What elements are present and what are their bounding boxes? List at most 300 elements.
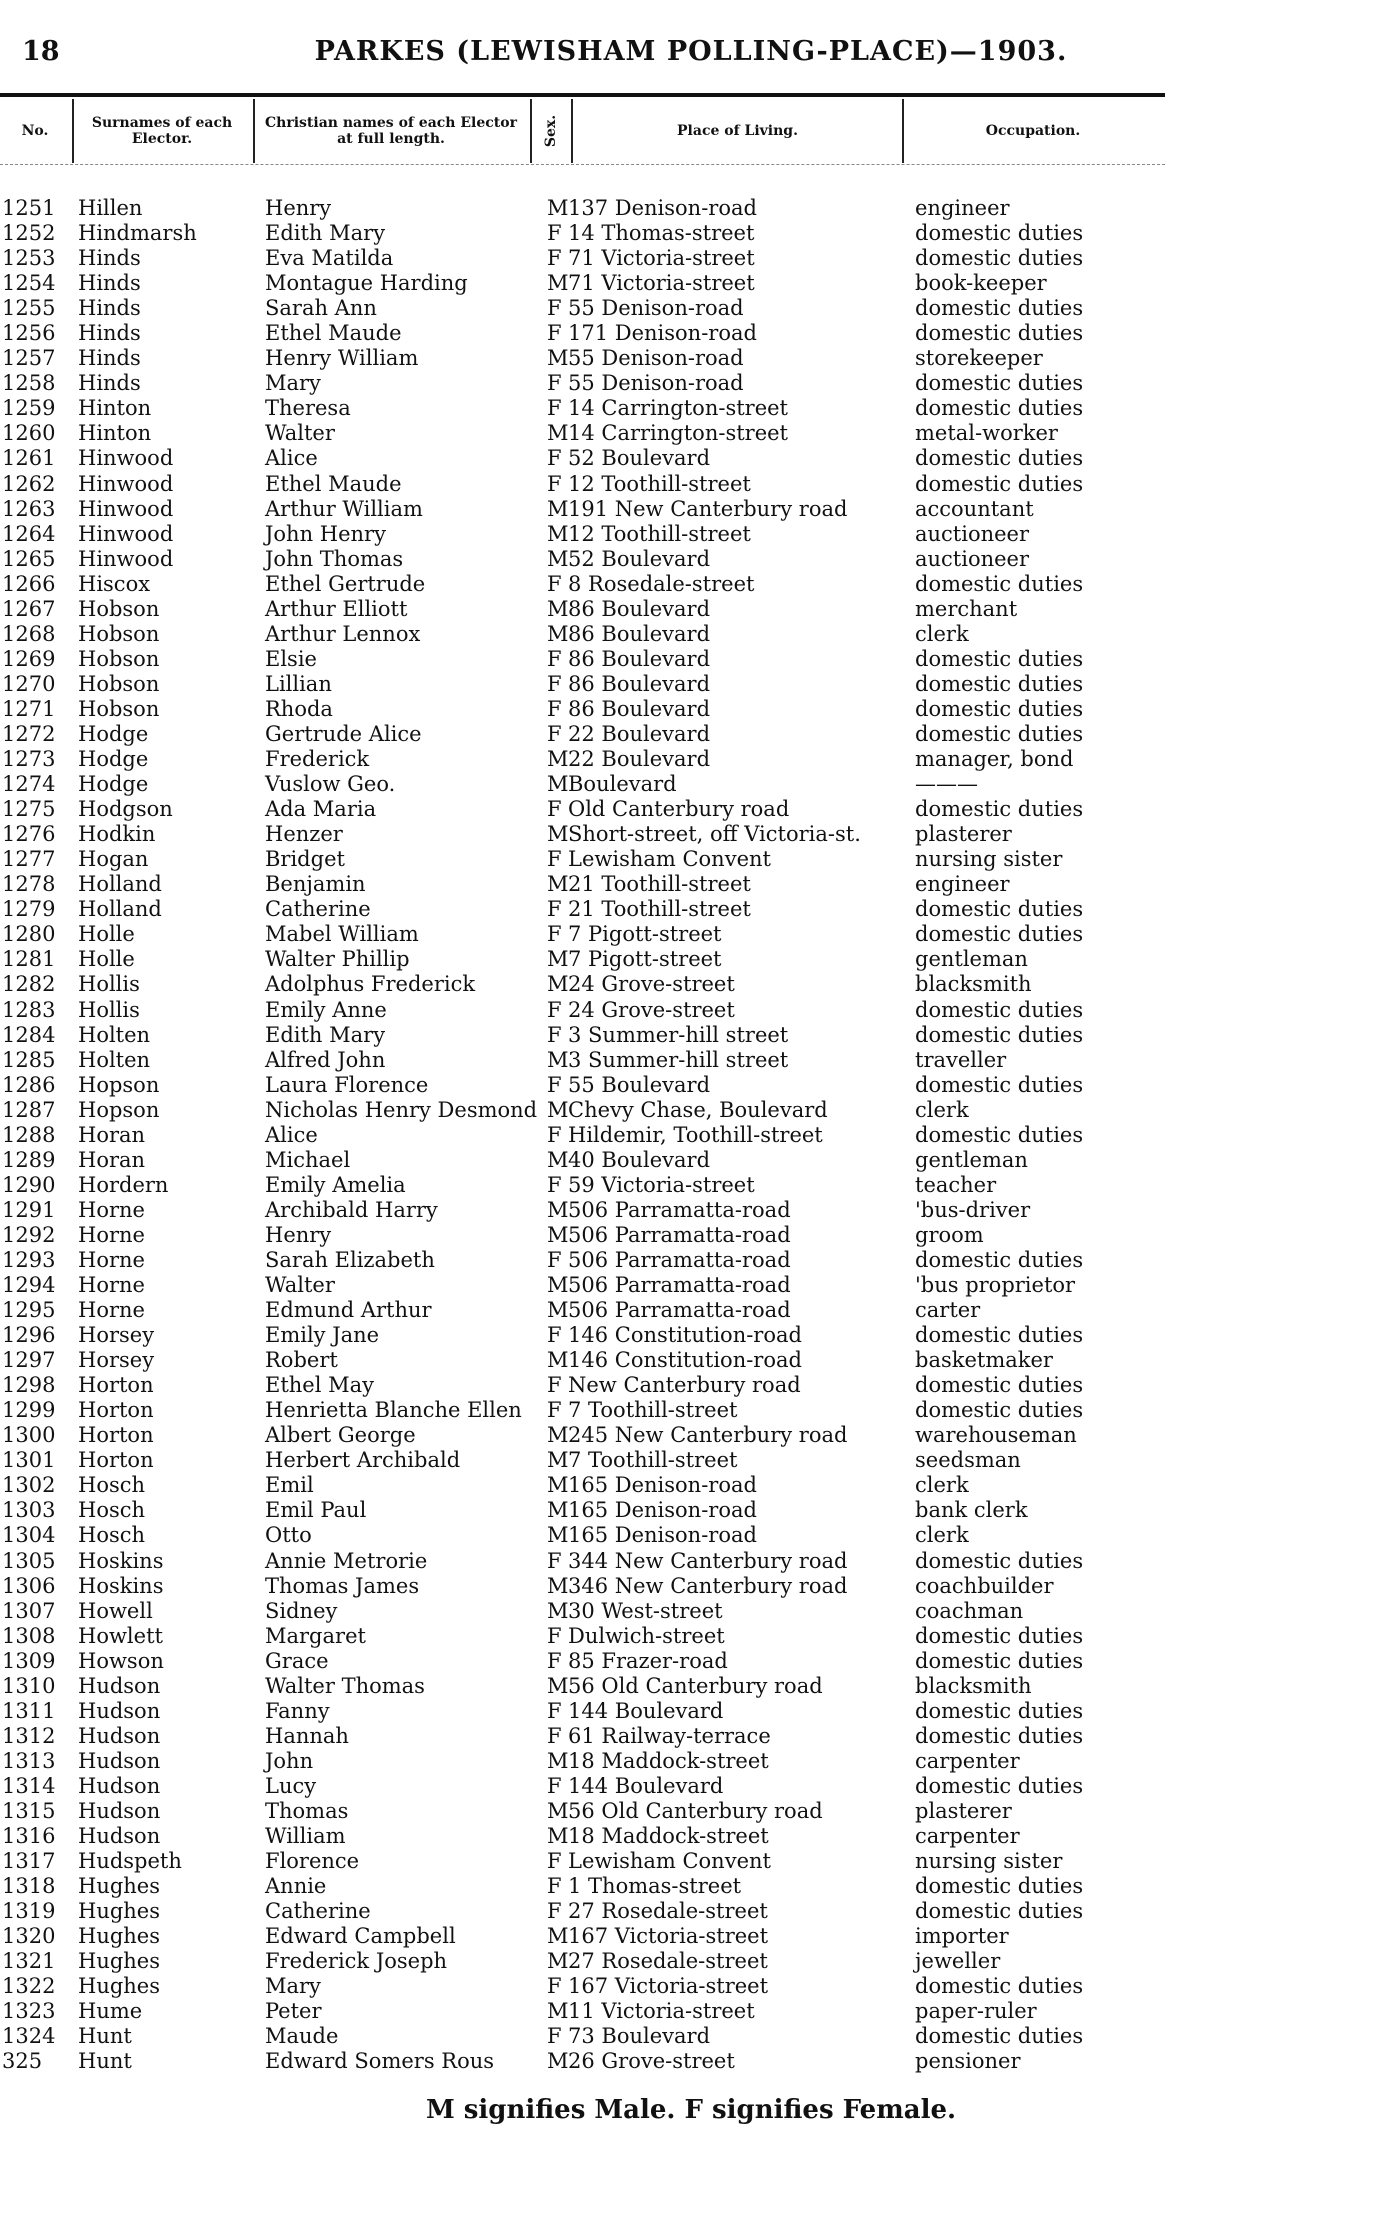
elector-number: 1298 [2, 1373, 56, 1398]
table-row [0, 1048, 1165, 1073]
table-row [0, 271, 1165, 296]
elector-number: 1294 [2, 1273, 56, 1298]
elector-surname: Hinwood [78, 521, 174, 546]
column-divider [902, 99, 904, 163]
elector-occupation: carpenter [915, 1748, 1020, 1773]
elector-surname: Hinwood [78, 496, 174, 521]
table-row [0, 972, 1165, 997]
elector-place-of-living: 506 Parramatta-road [568, 1222, 791, 1247]
table-row [0, 1023, 1165, 1048]
elector-surname: Hinwood [78, 446, 174, 471]
elector-occupation: domestic duties [915, 997, 1084, 1022]
elector-number: 1302 [2, 1473, 56, 1498]
elector-number: 1265 [2, 546, 56, 571]
elector-surname: Hinds [78, 371, 141, 396]
elector-sex: M [547, 947, 569, 972]
table-row [0, 1098, 1165, 1123]
elector-christian-names: Emil [265, 1473, 314, 1498]
elector-christian-names: Eva Matilda [265, 246, 394, 271]
elector-christian-names: Laura Florence [265, 1072, 429, 1097]
table-row [0, 2049, 1165, 2074]
table-row [0, 1949, 1165, 1974]
elector-christian-names: Henrietta Blanche Ellen [265, 1398, 522, 1423]
table-row [0, 1824, 1165, 1849]
column-header-no: No. [21, 123, 49, 139]
table-row [0, 1624, 1165, 1649]
elector-place-of-living: 86 Boulevard [568, 621, 711, 646]
table-row [0, 246, 1165, 271]
elector-place-of-living: 144 Boulevard [568, 1773, 724, 1798]
column-headers [0, 99, 1165, 163]
elector-surname: Horsey [78, 1348, 155, 1373]
elector-occupation: domestic duties [915, 471, 1084, 496]
elector-surname: Hinton [78, 421, 152, 446]
elector-christian-names: Annie [265, 1874, 327, 1899]
elector-christian-names: Emily Jane [265, 1323, 380, 1348]
elector-number: 1291 [2, 1197, 56, 1222]
elector-place-of-living: 61 Railway-terrace [568, 1723, 771, 1748]
elector-surname: Hudson [78, 1723, 161, 1748]
elector-surname: Horton [78, 1398, 154, 1423]
elector-number: 1282 [2, 972, 56, 997]
elector-christian-names: Catherine [265, 897, 371, 922]
elector-place-of-living: 40 Boulevard [568, 1147, 711, 1172]
table-row [0, 922, 1165, 947]
elector-sex: F [547, 696, 562, 721]
table-row [0, 647, 1165, 672]
elector-place-of-living: 55 Denison-road [568, 371, 744, 396]
elector-surname: Hindmarsh [78, 221, 197, 246]
table-row [0, 822, 1165, 847]
elector-surname: Howson [78, 1648, 164, 1673]
elector-sex: M [547, 1448, 569, 1473]
elector-surname: Hoskins [78, 1548, 164, 1573]
elector-christian-names: Emily Anne [265, 997, 387, 1022]
elector-surname: Hillen [78, 196, 143, 220]
elector-number: 1266 [2, 571, 56, 596]
table-row [0, 1398, 1165, 1423]
elector-sex: M [547, 1298, 569, 1323]
elector-surname: Hiscox [78, 571, 151, 596]
elector-occupation: 'bus-driver [915, 1197, 1031, 1222]
table-row [0, 396, 1165, 421]
table-row [0, 872, 1165, 897]
elector-occupation: domestic duties [915, 296, 1084, 321]
elector-occupation: domestic duties [915, 1022, 1084, 1047]
elector-place-of-living: 165 Denison-road [568, 1523, 757, 1548]
elector-surname: Horton [78, 1448, 154, 1473]
elector-number: 1272 [2, 721, 56, 746]
elector-place-of-living: 85 Frazer-road [568, 1648, 728, 1673]
elector-christian-names: Henry [265, 1222, 332, 1247]
elector-place-of-living: New Canterbury road [568, 1373, 801, 1398]
elector-occupation: book-keeper [915, 271, 1047, 296]
header-bottom-rule [0, 164, 1165, 165]
elector-place-of-living: 26 Grove-street [568, 2049, 735, 2074]
elector-occupation: auctioneer [915, 521, 1030, 546]
elector-place-of-living: 8 Rosedale-street [568, 571, 755, 596]
elector-number: 1303 [2, 1498, 56, 1523]
elector-christian-names: Archibald Harry [265, 1197, 438, 1222]
elector-occupation: domestic duties [915, 2024, 1084, 2049]
elector-place-of-living: 27 Rosedale-street [568, 1899, 768, 1924]
elector-number: 1258 [2, 371, 56, 396]
table-row [0, 1924, 1165, 1949]
elector-number: 1304 [2, 1523, 56, 1548]
column-divider [571, 99, 573, 163]
elector-place-of-living: 14 Carrington-street [568, 396, 788, 421]
elector-sex: M [547, 621, 569, 646]
elector-number: 1315 [2, 1799, 56, 1823]
table-row [0, 221, 1165, 246]
elector-occupation: carter [915, 1298, 981, 1323]
elector-number: 1307 [2, 1598, 56, 1623]
elector-number: 1264 [2, 521, 56, 546]
elector-place-of-living: 506 Parramatta-road [568, 1273, 791, 1298]
elector-sex: M [547, 196, 569, 220]
elector-sex: M [547, 872, 569, 897]
table-row [0, 1123, 1165, 1148]
elector-christian-names: Edith Mary [265, 1022, 386, 1047]
elector-occupation: coachman [915, 1598, 1024, 1623]
elector-place-of-living: 21 Toothill-street [568, 897, 751, 922]
elector-occupation: bank clerk [915, 1498, 1028, 1523]
elector-place-of-living: 55 Denison-road [568, 296, 744, 321]
elector-sex: F [547, 296, 562, 321]
elector-number: 1286 [2, 1072, 56, 1097]
elector-number: 1277 [2, 847, 56, 872]
elector-number: 1273 [2, 747, 56, 772]
table-row [0, 847, 1165, 872]
elector-place-of-living: 22 Boulevard [568, 721, 711, 746]
elector-surname: Hollis [78, 972, 140, 997]
elector-sex: M [547, 496, 569, 521]
elector-surname: Horton [78, 1373, 154, 1398]
table-row [0, 1999, 1165, 2024]
elector-christian-names: Nicholas Henry Desmond [265, 1097, 538, 1122]
elector-christian-names: Otto [265, 1523, 312, 1548]
elector-number: 1280 [2, 922, 56, 947]
elector-place-of-living: 14 Thomas-street [568, 221, 755, 246]
elector-occupation: domestic duties [915, 1723, 1084, 1748]
elector-christian-names: John Henry [265, 521, 386, 546]
elector-sex: F [547, 1874, 562, 1899]
elector-number: 1297 [2, 1348, 56, 1373]
elector-sex: M [547, 1523, 569, 1548]
elector-place-of-living: 165 Denison-road [568, 1473, 757, 1498]
elector-number: 1279 [2, 897, 56, 922]
elector-place-of-living: 55 Denison-road [568, 346, 744, 371]
table-row [0, 772, 1165, 797]
elector-place-of-living: Dulwich-street [568, 1623, 725, 1648]
table-row [0, 321, 1165, 346]
elector-christian-names: Henry William [265, 346, 419, 371]
elector-place-of-living: 12 Toothill-street [568, 521, 751, 546]
elector-place-of-living: 59 Victoria-street [568, 1172, 755, 1197]
elector-sex: F [547, 571, 562, 596]
elector-occupation: engineer [915, 196, 1010, 220]
elector-sex: F [547, 446, 562, 471]
elector-surname: Hopson [78, 1097, 160, 1122]
elector-sex: F [547, 1773, 562, 1798]
elector-occupation: domestic duties [915, 671, 1084, 696]
elector-surname: Horne [78, 1222, 145, 1247]
elector-sex: F [547, 246, 562, 271]
elector-occupation: domestic duties [915, 1373, 1084, 1398]
elector-occupation: domestic duties [915, 371, 1084, 396]
elector-occupation: engineer [915, 872, 1010, 897]
elector-sex: F [547, 2024, 562, 2049]
elector-occupation: 'bus proprietor [915, 1273, 1076, 1298]
elector-christian-names: Walter Phillip [265, 947, 410, 972]
elector-sex: F [547, 471, 562, 496]
elector-occupation: domestic duties [915, 1122, 1084, 1147]
elector-sex: M [547, 1673, 569, 1698]
elector-christian-names: Ethel Maude [265, 471, 402, 496]
elector-occupation: plasterer [915, 822, 1012, 847]
table-row [0, 346, 1165, 371]
elector-sex: F [547, 1723, 562, 1748]
elector-surname: Hobson [78, 646, 160, 671]
elector-sex: F [547, 1247, 562, 1272]
elector-christian-names: Annie Metrorie [265, 1548, 428, 1573]
elector-sex: F [547, 1899, 562, 1924]
elector-sex: M [547, 1097, 569, 1122]
elector-sex: M [547, 1348, 569, 1373]
elector-surname: Holten [78, 1047, 151, 1072]
elector-number: 1323 [2, 1999, 56, 2024]
elector-christian-names: Montague Harding [265, 271, 468, 296]
elector-sex: M [547, 1423, 569, 1448]
elector-occupation: domestic duties [915, 1398, 1084, 1423]
elector-surname: Howlett [78, 1623, 163, 1648]
table-row [0, 947, 1165, 972]
elector-place-of-living: 12 Toothill-street [568, 471, 751, 496]
elector-surname: Hinds [78, 346, 141, 371]
elector-sex: M [547, 1222, 569, 1247]
elector-occupation: domestic duties [915, 246, 1084, 271]
elector-place-of-living: Chevy Chase, Boulevard [568, 1097, 828, 1122]
elector-sex: F [547, 221, 562, 246]
elector-occupation: domestic duties [915, 396, 1084, 421]
elector-sex: M [547, 596, 569, 621]
elector-number: 1320 [2, 1924, 56, 1949]
elector-christian-names: Frederick Joseph [265, 1949, 448, 1974]
elector-place-of-living: 86 Boulevard [568, 671, 711, 696]
elector-sex: M [547, 1273, 569, 1298]
table-row [0, 1674, 1165, 1699]
elector-occupation: domestic duties [915, 1323, 1084, 1348]
elector-christian-names: Gertrude Alice [265, 721, 422, 746]
elector-place-of-living: 22 Boulevard [568, 747, 711, 772]
elector-occupation: manager, bond [915, 747, 1074, 772]
elector-sex: M [547, 1949, 569, 1974]
elector-number: 1312 [2, 1723, 56, 1748]
elector-christian-names: Margaret [265, 1623, 366, 1648]
elector-sex: M [547, 972, 569, 997]
elector-occupation: nursing sister [915, 1849, 1063, 1874]
elector-christian-names: Fanny [265, 1698, 330, 1723]
elector-surname: Hodgson [78, 797, 173, 822]
elector-sex: M [547, 2049, 569, 2074]
elector-occupation: basketmaker [915, 1348, 1053, 1373]
elector-number: 1255 [2, 296, 56, 321]
sex-legend-note: M signifies Male. F signifies Female. [425, 2095, 957, 2125]
elector-christian-names: Arthur Lennox [265, 621, 421, 646]
elector-sex: F [547, 1398, 562, 1423]
elector-surname: Hodge [78, 721, 149, 746]
elector-christian-names: Sidney [265, 1598, 338, 1623]
table-row [0, 1699, 1165, 1724]
elector-surname: Hughes [78, 1974, 161, 1999]
elector-surname: Hobson [78, 621, 160, 646]
table-row [0, 1599, 1165, 1624]
elector-sex: M [547, 747, 569, 772]
elector-surname: Hinds [78, 246, 141, 271]
elector-occupation: blacksmith [915, 1673, 1032, 1698]
elector-place-of-living: 146 Constitution-road [568, 1348, 802, 1373]
elector-occupation: domestic duties [915, 797, 1084, 822]
elector-number: 325 [2, 2049, 43, 2074]
elector-number: 1316 [2, 1824, 56, 1849]
elector-place-of-living: 86 Boulevard [568, 596, 711, 621]
elector-sex: M [547, 1598, 569, 1623]
elector-sex: F [547, 922, 562, 947]
elector-occupation: clerk [915, 1097, 969, 1122]
elector-place-of-living: Hildemir, Toothill-street [568, 1122, 823, 1147]
elector-place-of-living: 56 Old Canterbury road [568, 1799, 823, 1823]
column-header-occupation: Occupation. [985, 123, 1081, 139]
elector-place-of-living: 506 Parramatta-road [568, 1298, 791, 1323]
elector-surname: Hollis [78, 997, 140, 1022]
elector-place-of-living: 27 Rosedale-street [568, 1949, 768, 1974]
elector-sex: F [547, 847, 562, 872]
elector-surname: Hosch [78, 1473, 146, 1498]
elector-surname: Hobson [78, 596, 160, 621]
elector-number: 1308 [2, 1623, 56, 1648]
elector-christian-names: Hannah [265, 1723, 349, 1748]
elector-number: 1274 [2, 772, 56, 797]
table-row [0, 1073, 1165, 1098]
elector-surname: Hughes [78, 1899, 161, 1924]
elector-number: 1270 [2, 671, 56, 696]
elector-occupation: ——— [915, 772, 978, 797]
elector-christian-names: Herbert Archibald [265, 1448, 461, 1473]
elector-christian-names: Rhoda [265, 696, 333, 721]
elector-surname: Horsey [78, 1323, 155, 1348]
table-row [0, 1974, 1165, 1999]
elector-occupation: warehouseman [915, 1423, 1077, 1448]
column-header-surname: Surnames of each Elector. [91, 115, 233, 147]
table-row [0, 622, 1165, 647]
elector-occupation: domestic duties [915, 1698, 1084, 1723]
table-row [0, 1323, 1165, 1348]
elector-place-of-living: 146 Constitution-road [568, 1323, 802, 1348]
elector-place-of-living: 11 Victoria-street [568, 1999, 755, 2024]
elector-place-of-living: 245 New Canterbury road [568, 1423, 848, 1448]
elector-surname: Hodge [78, 747, 149, 772]
elector-occupation: clerk [915, 1473, 969, 1498]
elector-place-of-living: 7 Toothill-street [568, 1398, 738, 1423]
elector-sex: F [547, 1072, 562, 1097]
table-row [0, 672, 1165, 697]
elector-surname: Hudson [78, 1799, 161, 1823]
elector-sex: F [547, 1172, 562, 1197]
elector-occupation: domestic duties [915, 897, 1084, 922]
elector-occupation: gentleman [915, 1147, 1028, 1172]
elector-surname: Hume [78, 1999, 143, 2024]
elector-sex: M [547, 421, 569, 446]
elector-christian-names: Catherine [265, 1899, 371, 1924]
elector-place-of-living: 18 Maddock-street [568, 1748, 769, 1773]
elector-number: 1317 [2, 1849, 56, 1874]
elector-surname: Hudson [78, 1773, 161, 1798]
elector-christian-names: Benjamin [265, 872, 366, 897]
elector-number: 1292 [2, 1222, 56, 1247]
table-row [0, 2024, 1165, 2049]
elector-place-of-living: 55 Boulevard [568, 1072, 711, 1097]
elector-place-of-living: 506 Parramatta-road [568, 1197, 791, 1222]
elector-place-of-living: Old Canterbury road [568, 797, 790, 822]
elector-sex: F [547, 1373, 562, 1398]
elector-surname: Horan [78, 1122, 146, 1147]
elector-surname: Hobson [78, 671, 160, 696]
elector-christian-names: Ethel Maude [265, 321, 402, 346]
elector-surname: Hosch [78, 1498, 146, 1523]
elector-number: 1276 [2, 822, 56, 847]
elector-surname: Horne [78, 1247, 145, 1272]
column-divider [530, 99, 532, 163]
elector-number: 1278 [2, 872, 56, 897]
elector-sex: M [547, 521, 569, 546]
elector-number: 1267 [2, 596, 56, 621]
table-row [0, 1523, 1165, 1548]
elector-number: 1310 [2, 1673, 56, 1698]
table-row [0, 1198, 1165, 1223]
elector-number: 1251 [2, 196, 56, 220]
elector-sex: M [547, 1047, 569, 1072]
elector-occupation: domestic duties [915, 1072, 1084, 1097]
elector-occupation: paper-ruler [915, 1999, 1037, 2024]
elector-number: 1254 [2, 271, 56, 296]
elector-place-of-living: 137 Denison-road [568, 196, 757, 220]
elector-number: 1313 [2, 1748, 56, 1773]
elector-place-of-living: 1 Thomas-street [568, 1874, 742, 1899]
elector-christian-names: Mary [265, 1974, 321, 1999]
elector-sex: M [547, 546, 569, 571]
elector-surname: Hudson [78, 1824, 161, 1849]
elector-place-of-living: 73 Boulevard [568, 2024, 711, 2049]
elector-occupation: domestic duties [915, 1899, 1084, 1924]
elector-sex: M [547, 1573, 569, 1598]
elector-christian-names: Mary [265, 371, 321, 396]
elector-place-of-living: 86 Boulevard [568, 696, 711, 721]
elector-occupation: domestic duties [915, 1874, 1084, 1899]
elector-occupation: gentleman [915, 947, 1028, 972]
elector-number: 1305 [2, 1548, 56, 1573]
table-row [0, 1348, 1165, 1373]
table-row [0, 1849, 1165, 1874]
elector-christian-names: Theresa [265, 396, 351, 421]
elector-surname: Holle [78, 922, 135, 947]
elector-occupation: domestic duties [915, 321, 1084, 346]
elector-number: 1306 [2, 1573, 56, 1598]
elector-occupation: domestic duties [915, 446, 1084, 471]
table-row [0, 1874, 1165, 1899]
elector-surname: Hodge [78, 772, 149, 797]
elector-number: 1263 [2, 496, 56, 521]
table-row [0, 371, 1165, 396]
